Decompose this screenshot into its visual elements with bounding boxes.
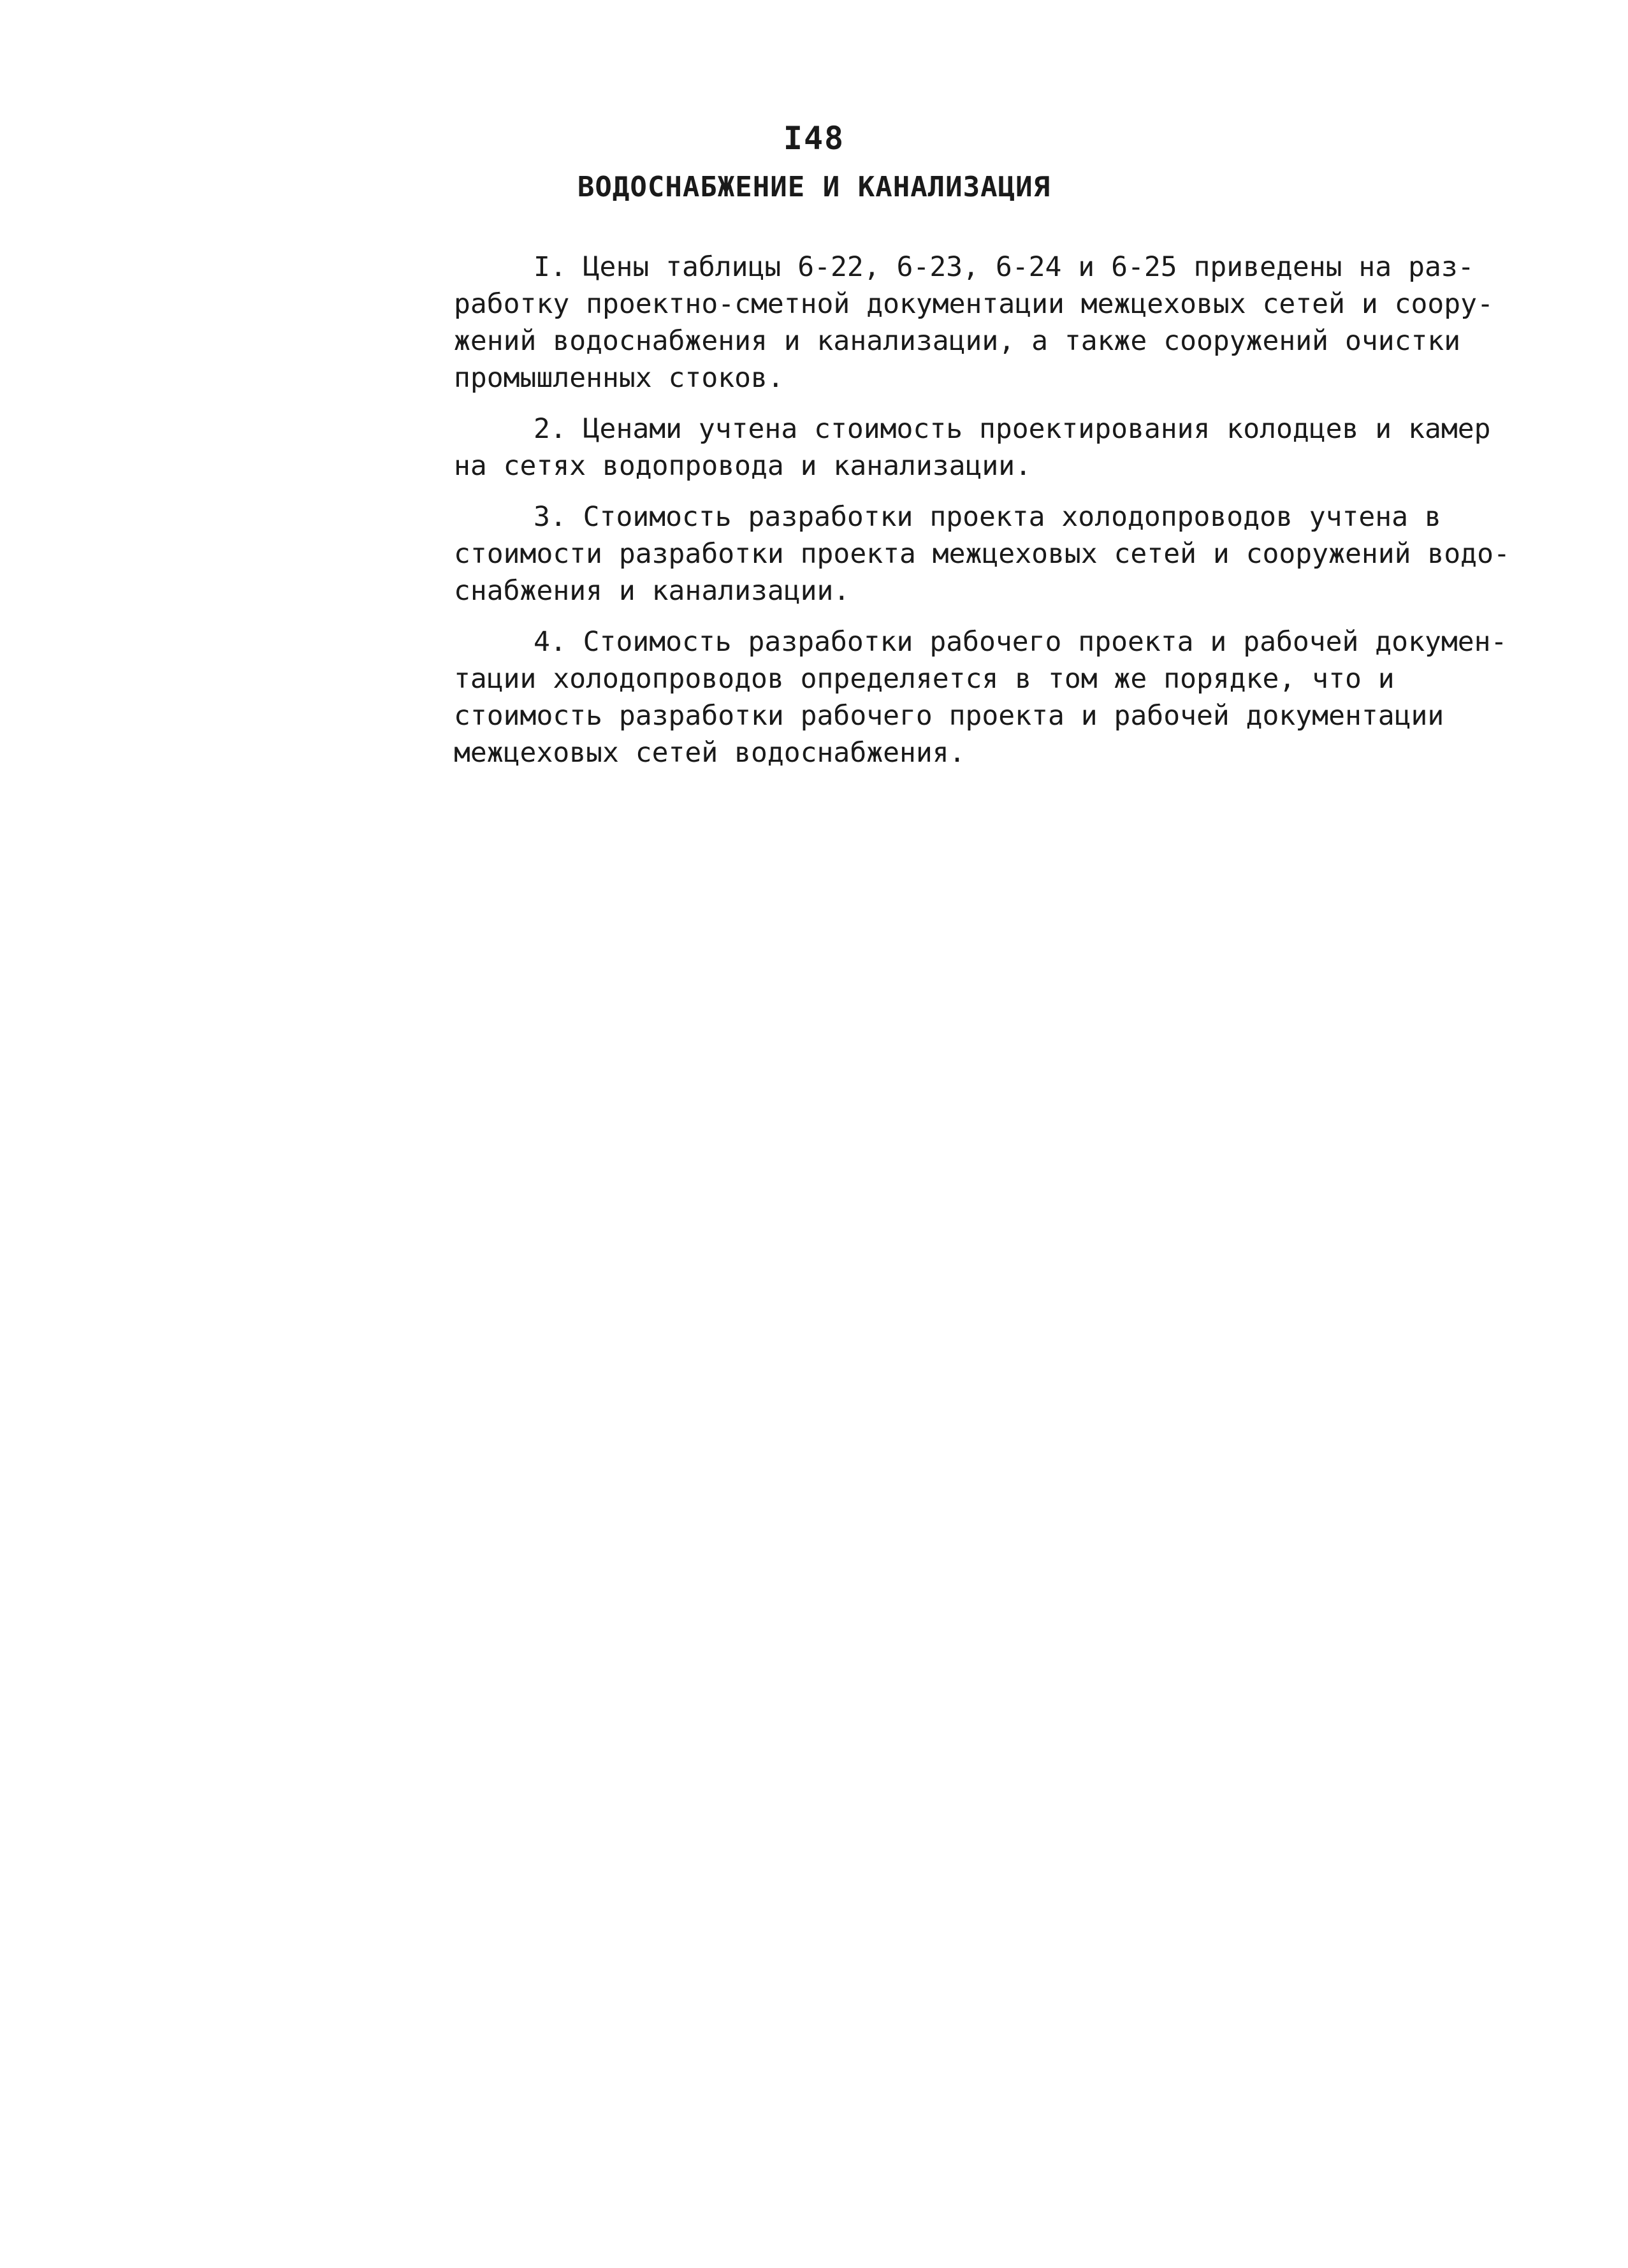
paragraph-line: 3. Стоимость разработки проекта холодопроводов учтена в [534, 501, 1441, 533]
paragraph-line: 4. Стоимость разработки рабочего проекта и рабочей докумен- [534, 626, 1508, 658]
paragraph-line: 2. Ценами учтена стоимость проектирования колодцев и камер [534, 413, 1491, 445]
paragraph-line: жений водоснабжения и канализации, а также сооружений очистки [454, 325, 1461, 357]
paragraph-2 [454, 411, 1499, 484]
paragraph-line: тации холодопроводов определяется в том же порядке, что и [454, 663, 1395, 695]
paragraph-line: межцеховых сетей водоснабжения. [454, 737, 966, 769]
paragraph-line: на сетях водопровода и канализации. [454, 450, 1032, 482]
paragraph-line: промышленных стоков. [454, 362, 784, 394]
paragraph-3 [454, 498, 1510, 609]
paragraph-line: снабжения и канализации. [454, 575, 850, 607]
paragraph-1 [454, 249, 1499, 396]
paragraph-line: стоимости разработки проекта межцеховых сетей и сооружений водо- [454, 538, 1510, 570]
paragraph-line: I. Цены таблицы 6-22, 6-23, 6-24 и 6-25 приведены на раз- [534, 251, 1474, 283]
section-title: ВОДОСНАБЖЕНИЕ И КАНАЛИЗАЦИЯ [577, 171, 1051, 203]
page-number: I48 [783, 120, 845, 157]
document-body [454, 249, 1510, 785]
paragraph-line: работку проектно-сметной документации межцеховых сетей и соору- [454, 288, 1494, 320]
paragraph-line: стоимость разработки рабочего проекта и рабочей документации [454, 700, 1444, 732]
paragraph-4 [454, 623, 1508, 771]
